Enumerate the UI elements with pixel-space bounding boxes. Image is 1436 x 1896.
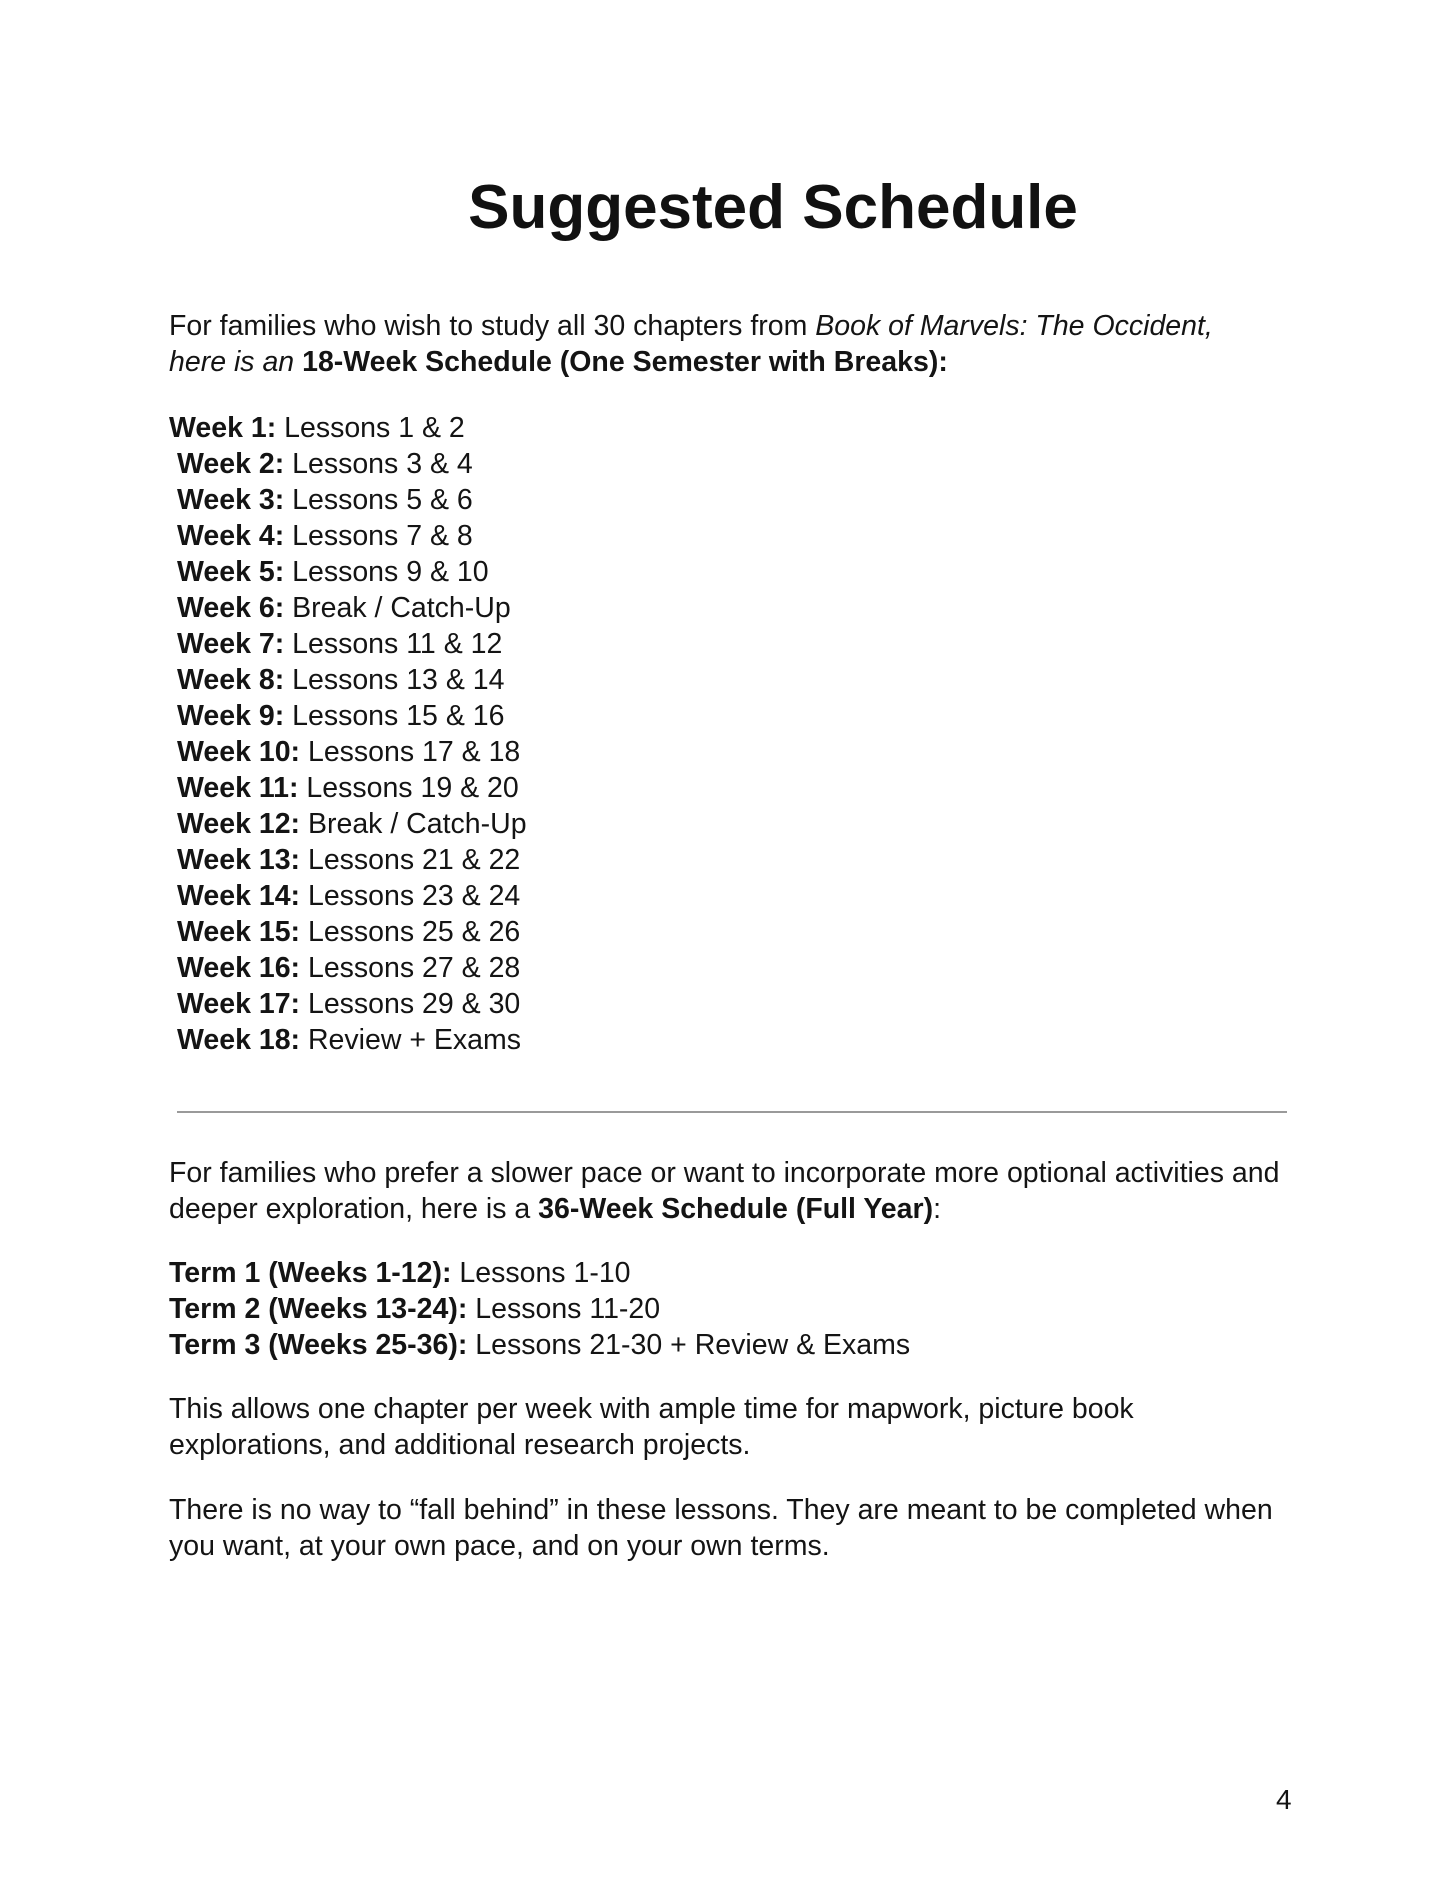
schedule-36-name: 36-Week Schedule (Full Year) [538, 1193, 934, 1225]
week-item [169, 446, 527, 482]
week-label: Week 2: [177, 448, 285, 480]
week-text: Lessons 25 & 26 [307, 916, 521, 948]
week-text: Lessons 27 & 28 [307, 952, 521, 984]
week-item [169, 662, 527, 698]
week-text: Lessons 3 & 4 [292, 448, 473, 480]
week-label: Week 3: [177, 484, 285, 516]
week-label: Week 12: [177, 808, 301, 840]
week-item [169, 698, 527, 734]
week-label: Week 9: [177, 700, 285, 732]
week-item [169, 914, 527, 950]
week-item [169, 842, 527, 878]
page-title: Suggested Schedule [468, 173, 1078, 242]
term-label: Term 1 (Weeks 1-12): [169, 1257, 452, 1289]
section-divider [177, 1111, 1287, 1113]
week-item [169, 410, 527, 446]
week-label: Week 4: [177, 520, 285, 552]
intro-36-week [169, 1155, 1289, 1227]
book-title: Book of Marvels: The Occident, [815, 310, 1213, 342]
week-label: Week 10: [177, 736, 301, 768]
term-text: Lessons 11-20 [475, 1293, 661, 1325]
week-item [169, 626, 527, 662]
intro-36-tail: : [933, 1193, 942, 1225]
pacing-note: This allows one chapter per week with ample time for mapwork, picture book explorations, and additional research projects. [169, 1393, 1134, 1461]
week-text: Lessons 9 & 10 [292, 556, 489, 588]
term-label: Term 3 (Weeks 25-36): [169, 1329, 468, 1361]
week-item [169, 950, 527, 986]
week-item [169, 878, 527, 914]
term-text: Lessons 21-30 + Review & Exams [475, 1329, 911, 1361]
term-item [169, 1327, 910, 1363]
term-schedule-list [169, 1255, 910, 1363]
week-text: Lessons 21 & 22 [307, 844, 521, 876]
week-label: Week 8: [177, 664, 285, 696]
week-item [169, 734, 527, 770]
week-item [169, 554, 527, 590]
week-item [169, 770, 527, 806]
page-number: 4 [1276, 1784, 1292, 1815]
week-text: Lessons 19 & 20 [306, 772, 519, 804]
week-label: Week 7: [177, 628, 285, 660]
intro-18-week [169, 308, 1289, 380]
week-label: Week 16: [177, 952, 301, 984]
week-item [169, 590, 527, 626]
week-text: Lessons 7 & 8 [292, 520, 473, 552]
week-item [169, 1022, 527, 1058]
week-item [169, 518, 527, 554]
intro-18-lead: For families who wish to study all 30 chapters from [169, 310, 816, 342]
week-label: Week 5: [177, 556, 285, 588]
week-text: Lessons 11 & 12 [292, 628, 503, 660]
week-text: Lessons 1 & 2 [284, 412, 465, 444]
fall-behind-note: There is no way to “fall behind” in these lessons. They are meant to be completed when you want, at your own pace, and on your own terms. [169, 1494, 1273, 1562]
week-text: Review + Exams [307, 1024, 521, 1056]
week-item [169, 986, 527, 1022]
week-label: Week 14: [177, 880, 301, 912]
schedule-18-name: 18-Week Schedule (One Semester with Breaks): [302, 346, 948, 378]
week-schedule-list [169, 410, 527, 1058]
week-label: Week 17: [177, 988, 301, 1020]
week-label: Week 18: [177, 1024, 301, 1056]
week-text: Lessons 15 & 16 [292, 700, 505, 732]
term-item [169, 1291, 910, 1327]
week-text: Break / Catch-Up [307, 808, 527, 840]
intro-36-lead: For families who prefer a slower pace or want to incorporate more optional activities and deeper exploration, here is a [169, 1157, 1280, 1225]
term-label: Term 2 (Weeks 13-24): [169, 1293, 468, 1325]
week-label: Week 15: [177, 916, 301, 948]
week-text: Break / Catch-Up [292, 592, 511, 624]
week-text: Lessons 13 & 14 [292, 664, 505, 696]
intro-18-bridge: here is an [169, 346, 295, 378]
week-text: Lessons 5 & 6 [292, 484, 473, 516]
week-item [169, 482, 527, 518]
week-label: Week 11: [177, 772, 299, 804]
week-label: Week 6: [177, 592, 285, 624]
week-item [169, 806, 527, 842]
term-text: Lessons 1-10 [459, 1257, 631, 1289]
week-label: Week 1: [169, 412, 277, 444]
week-text: Lessons 17 & 18 [307, 736, 521, 768]
week-text: Lessons 29 & 30 [307, 988, 521, 1020]
week-text: Lessons 23 & 24 [307, 880, 521, 912]
term-item [169, 1255, 910, 1291]
week-label: Week 13: [177, 844, 301, 876]
